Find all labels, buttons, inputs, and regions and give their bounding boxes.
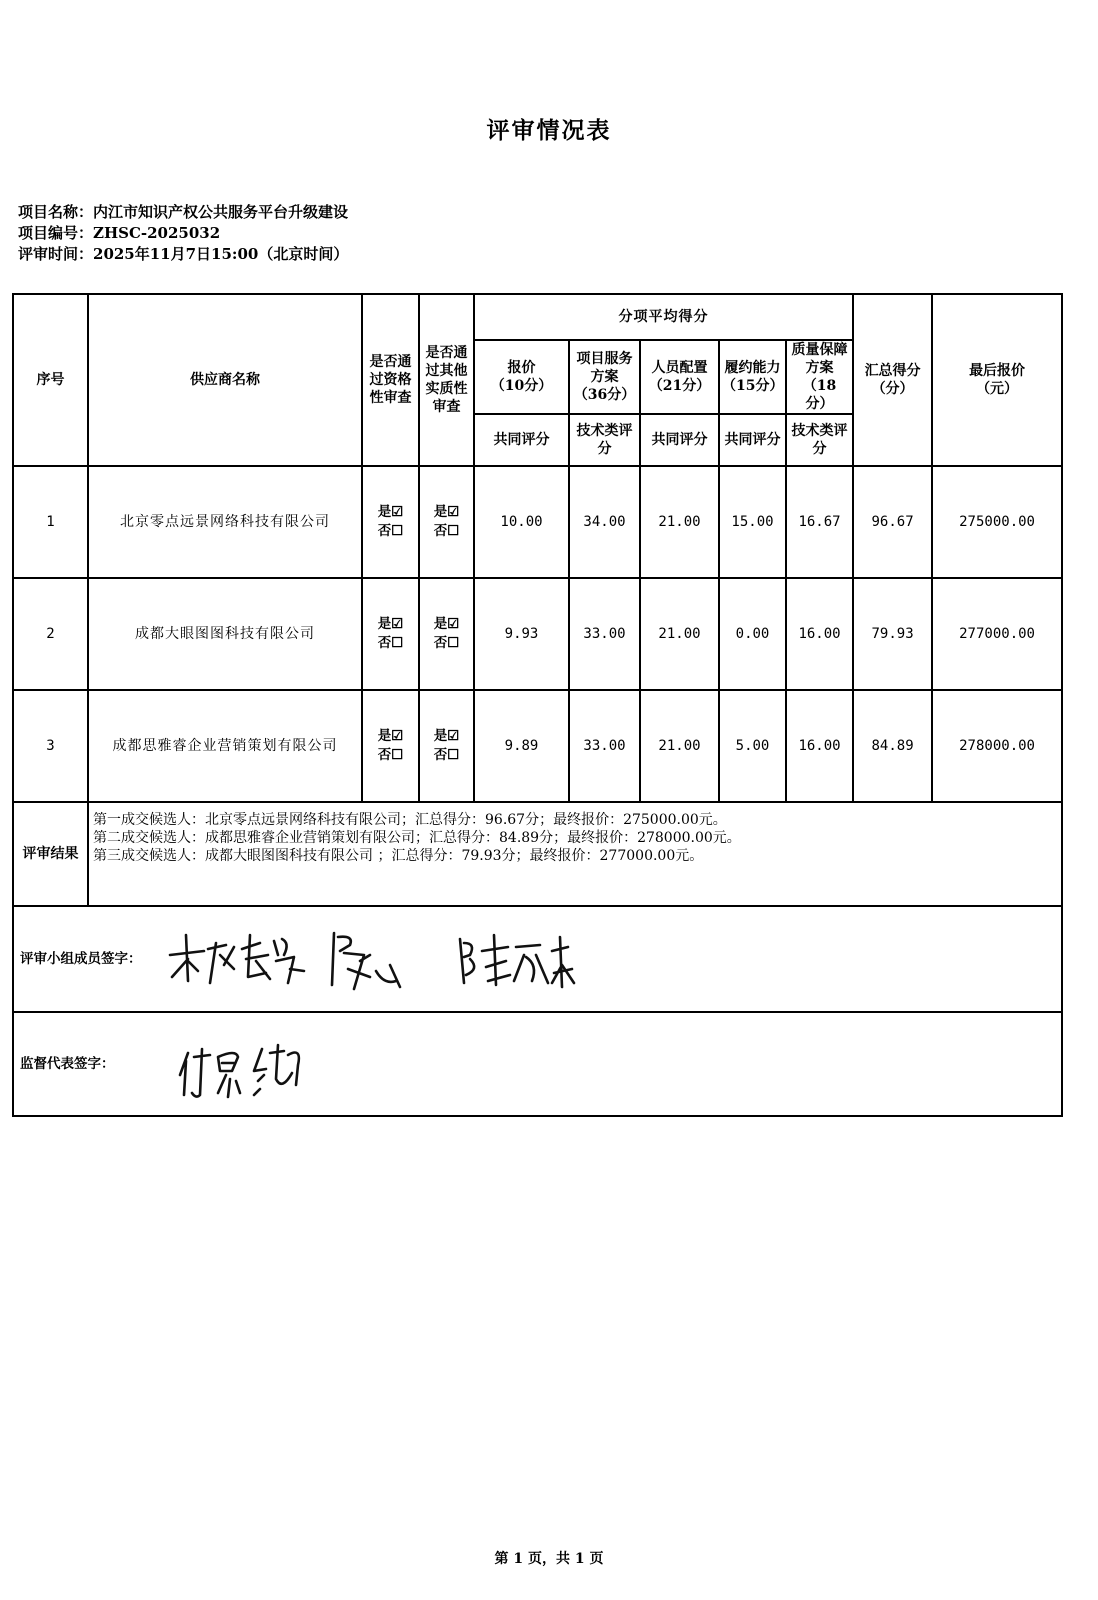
panel-signatures (164, 925, 584, 999)
score-price: 9.93 (474, 578, 569, 690)
table-row (13, 466, 1062, 578)
supervisor-signature-cell (13, 1012, 1062, 1116)
other-review-check: 是☑ 否☐ (419, 578, 474, 690)
other-review-check: 是☑ 否☐ (419, 690, 474, 802)
panel-signature-cell (13, 906, 1062, 1012)
supervisor-signature (174, 1035, 334, 1101)
project-name: 项目名称：内江市知识产权公共服务平台升级建设 (18, 203, 349, 221)
score-service: 33.00 (569, 578, 640, 690)
result-label: 评审结果 (13, 802, 88, 906)
supplier-name: 北京零点远景网络科技有限公司 (88, 466, 362, 578)
header-supplier: 供应商名称 (88, 294, 362, 466)
score-quality: 16.67 (786, 466, 853, 578)
score-price: 9.89 (474, 690, 569, 802)
header-type-performance: 共同评分 (719, 414, 786, 466)
review-table (12, 293, 1063, 1117)
final-price: 275000.00 (932, 466, 1062, 578)
score-staffing: 21.00 (640, 690, 719, 802)
qualification-check: 是☑ 否☐ (362, 578, 419, 690)
header-final-price: 最后报价 （元） (932, 294, 1062, 466)
project-code: 项目编号：ZHSC-2025032 (18, 224, 221, 242)
header-type-service: 技术类评 分 (569, 414, 640, 466)
score-quality: 16.00 (786, 690, 853, 802)
header-seq: 序号 (13, 294, 88, 466)
total-score: 79.93 (853, 578, 932, 690)
qualification-check: 是☑ 否☐ (362, 690, 419, 802)
score-performance: 15.00 (719, 466, 786, 578)
review-time: 评审时间：2025年11月7日15:00（北京时间） (18, 245, 349, 263)
header-other-review: 是否通 过其他 实质性 审查 (419, 294, 474, 466)
final-price: 277000.00 (932, 578, 1062, 690)
score-quality: 16.00 (786, 578, 853, 690)
header-avg-group: 分项平均得分 (474, 294, 853, 340)
total-score: 84.89 (853, 690, 932, 802)
header-performance: 履约能力 （15分） (719, 340, 786, 414)
final-price: 278000.00 (932, 690, 1062, 802)
result-row (13, 802, 1062, 906)
header-quality-plan: 质量保障 方案（18 分） (786, 340, 853, 414)
project-meta (18, 202, 348, 265)
score-staffing: 21.00 (640, 578, 719, 690)
header-price: 报价 （10分） (474, 340, 569, 414)
header-type-staffing: 共同评分 (640, 414, 719, 466)
supplier-name: 成都大眼图图科技有限公司 (88, 578, 362, 690)
page-footer: 第 1 页，共 1 页 (494, 1551, 604, 1567)
row-seq: 3 (13, 690, 88, 802)
score-service: 33.00 (569, 690, 640, 802)
result-line: 第一成交候选人：北京零点远景网络科技有限公司；汇总得分：96.67分；最终报价：275000.00元。 (93, 812, 727, 828)
score-performance: 0.00 (719, 578, 786, 690)
table-row (13, 578, 1062, 690)
result-line: 第三成交候选人：成都大眼图图科技有限公司 ；汇总得分：79.93分；最终报价：277000.00元。 (93, 848, 704, 864)
panel-signature-label: 评审小组成员签字： (20, 951, 142, 967)
result-line: 第二成交候选人：成都思雅睿企业营销策划有限公司；汇总得分：84.89分；最终报价：278000.00元。 (93, 830, 741, 846)
qualification-check: 是☑ 否☐ (362, 466, 419, 578)
total-score: 96.67 (853, 466, 932, 578)
table-row (13, 690, 1062, 802)
result-text (88, 802, 1062, 906)
header-type-price: 共同评分 (474, 414, 569, 466)
supervisor-signature-row (13, 1012, 1062, 1116)
row-seq: 2 (13, 578, 88, 690)
row-seq: 1 (13, 466, 88, 578)
header-staffing: 人员配置 （21分） (640, 340, 719, 414)
score-price: 10.00 (474, 466, 569, 578)
supervisor-signature-label: 监督代表签字： (20, 1056, 115, 1072)
supplier-name: 成都思雅睿企业营销策划有限公司 (88, 690, 362, 802)
score-service: 34.00 (569, 466, 640, 578)
score-performance: 5.00 (719, 690, 786, 802)
document-title: 评审情况表 (486, 117, 612, 144)
header-service-plan: 项目服务 方案 （36分） (569, 340, 640, 414)
header-type-quality: 技术类评 分 (786, 414, 853, 466)
score-staffing: 21.00 (640, 466, 719, 578)
other-review-check: 是☑ 否☐ (419, 466, 474, 578)
panel-signature-row (13, 906, 1062, 1012)
header-total: 汇总得分 （分） (853, 294, 932, 466)
header-qualification: 是否通 过资格 性审查 (362, 294, 419, 466)
